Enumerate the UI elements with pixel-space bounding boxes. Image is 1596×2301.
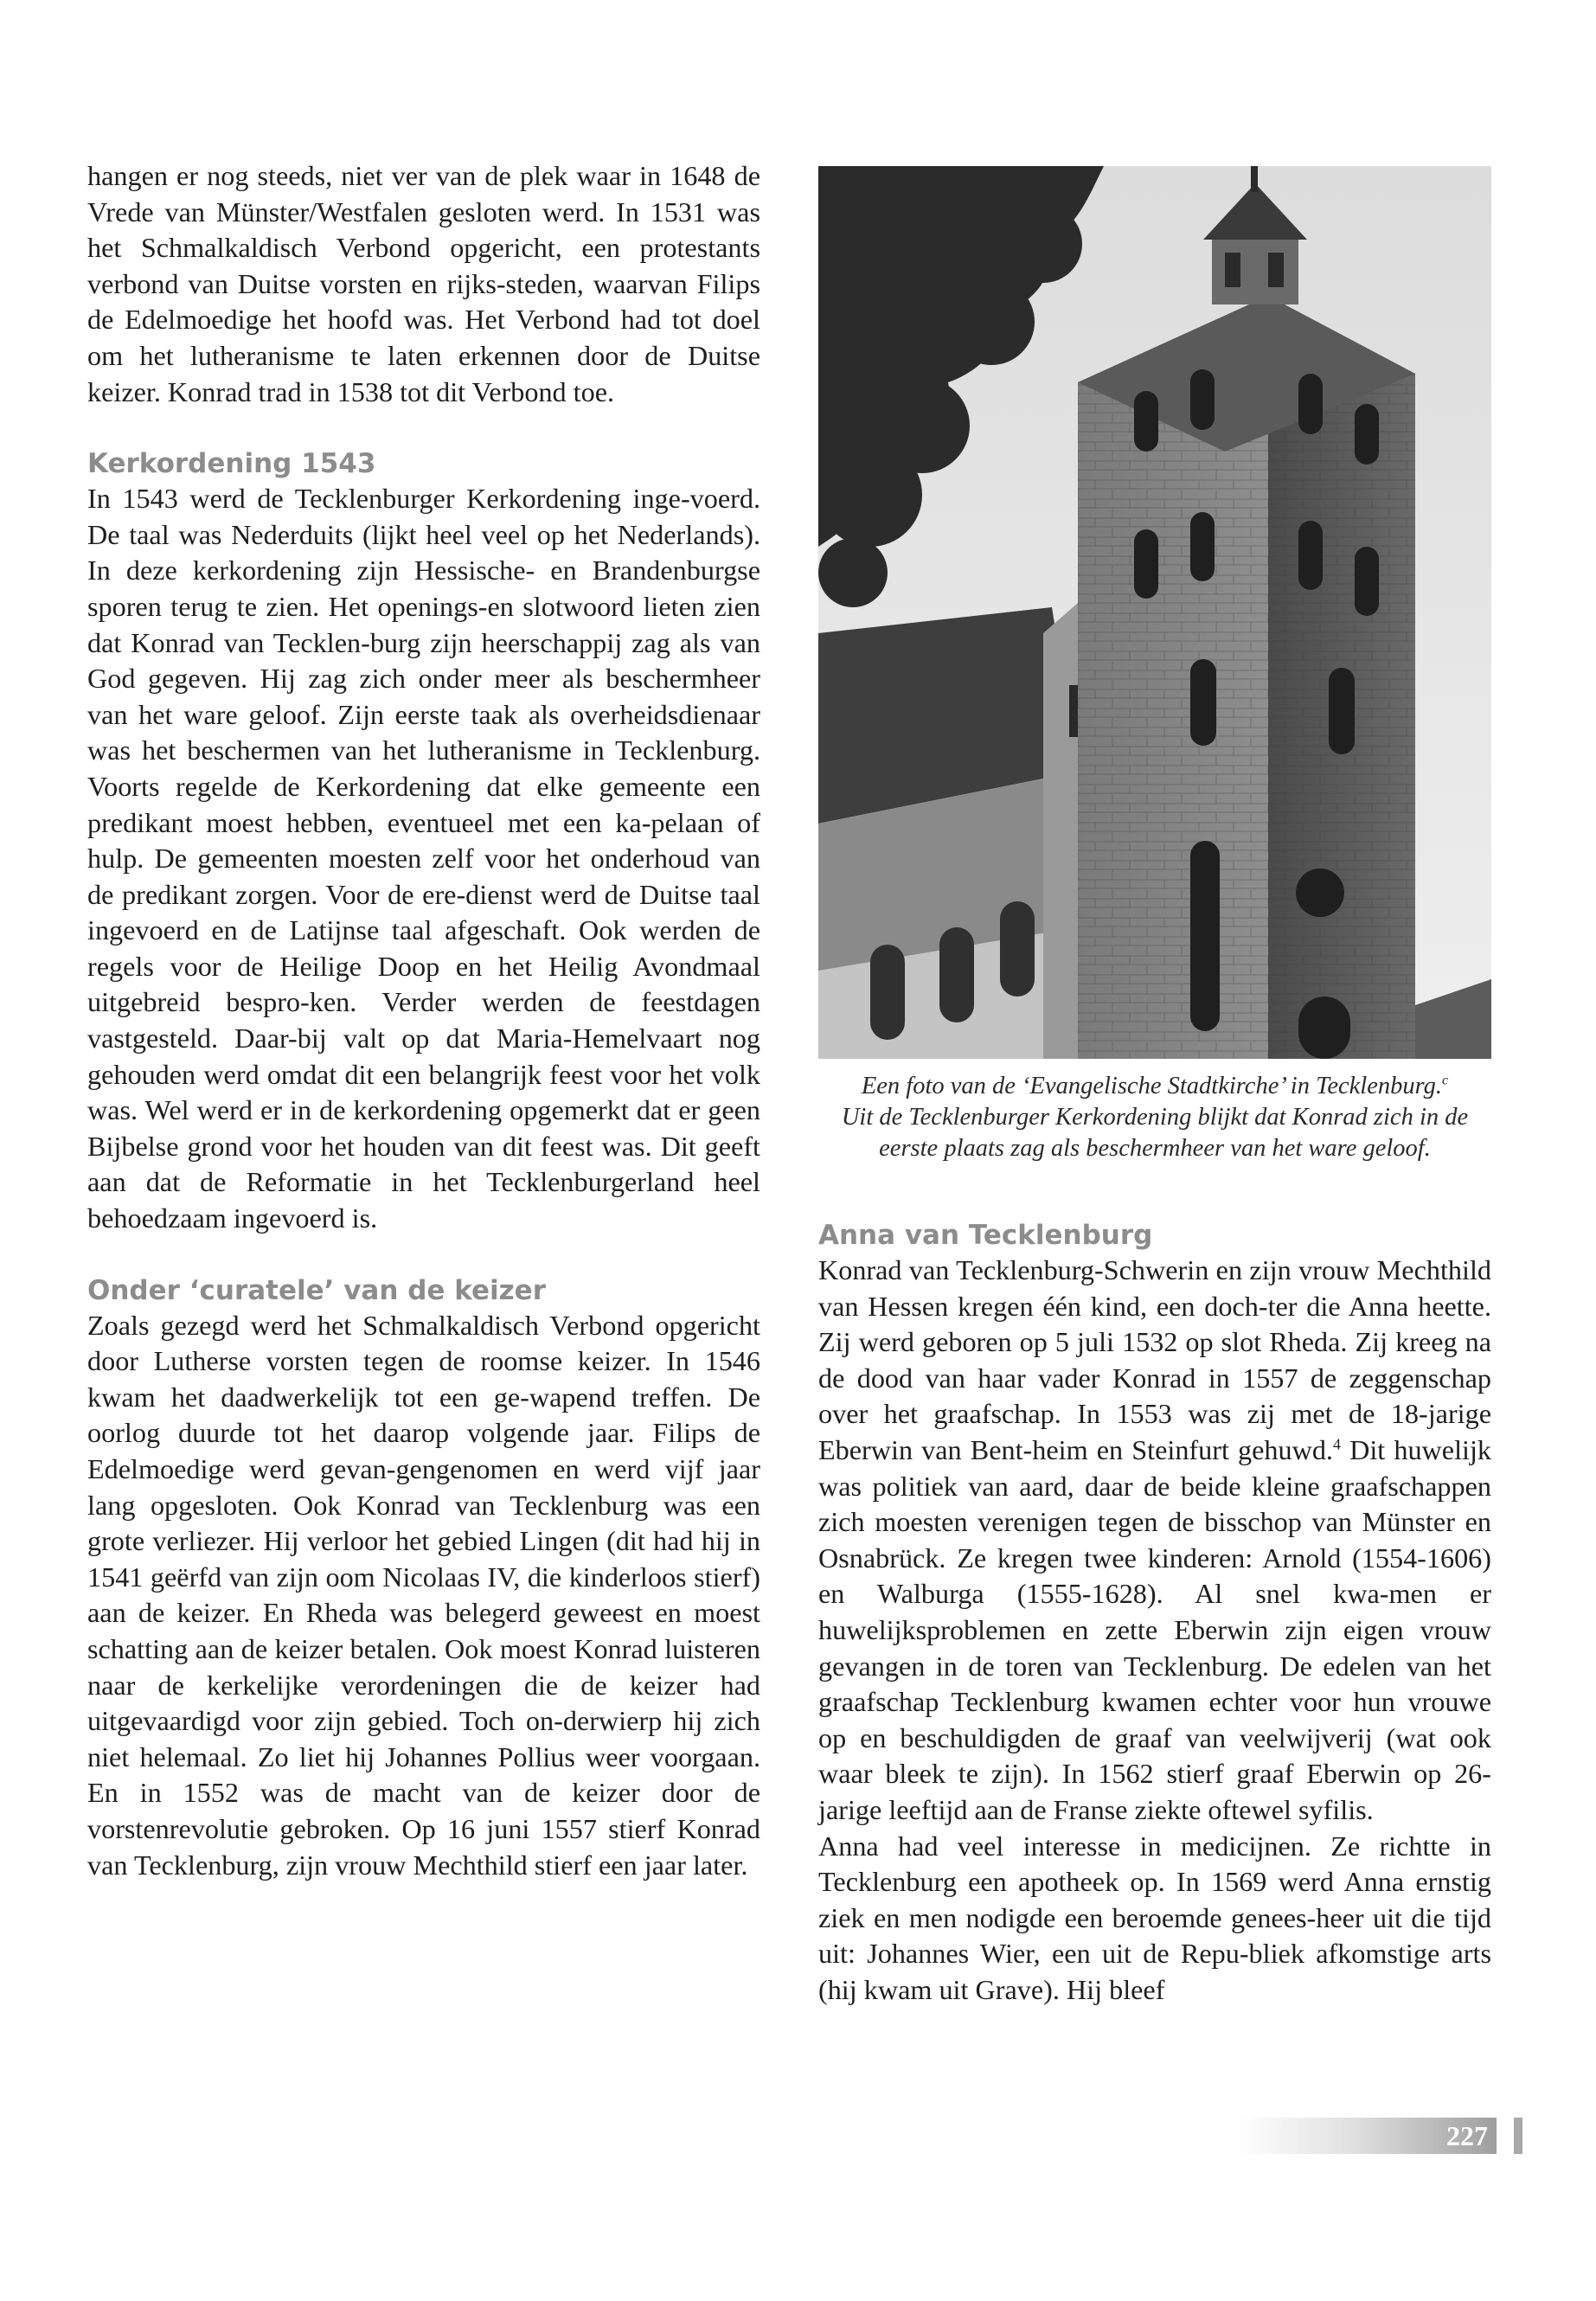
paragraph-curatele: Zoals gezegd werd het Schmalkaldisch Verbond opgericht door Lutherse vorsten tegen de roomse keizer. In 1546 kwam het daadwerkelijk tot een ge-wapend treffen. De oorlog duurde tot het daarop volgende jaar. Filips de Edelmoedige werd gevan-gengenomen en werd vijf jaar lang opgesloten. Ook Konrad van Tecklenburg was een grote verliezer. Hij verloor het gebied Lingen (dit had hij in 1541 geërfd van zijn oom Nicolaas IV, die kinderloos stierf) aan de keizer. En Rheda was belegerd geweest en moest schatting aan de keizer betalen. Ook moest Konrad luisteren naar de kerkelijke verordeningen die de keizer had uitgevaardigd voor zijn gebied. Toch on-derwierp hij zich niet helemaal. Zo liet hij Johannes Pollius weer voorgaan. En in 1552 was de macht van de keizer door de vorstenrevolutie gebroken. Op 16 juni 1557 stierf Konrad van Tecklenburg, zijn vrouw Mechthild stierf een jaar later. [87, 1309, 760, 1881]
photo-caption [818, 1071, 1491, 1164]
church-photo [818, 166, 1491, 1059]
left-column [87, 158, 760, 1883]
paragraph-anna-part1: Konrad van Tecklenburg-Schwerin en zijn vrouw Mechthild van Hessen kregen één kind, een doch-ter die Anna heette. Zij werd geboren op 5 juli 1532 op slot Rheda. Zij kreeg na de dood van haar vader Konrad in 1557 de zeggenschap over het graafschap. In 1553 was zij met de 18-jarige Eberwin van Bent-heim en Steinfurt gehuwd. [818, 1254, 1491, 1465]
paragraph-anna [818, 1253, 1491, 1829]
paragraph-medicijnen: Anna had veel interesse in medicijnen. Ze richtte in Tecklenburg een apotheek op. In 1569 werd Anna ernstig ziek en men nodigde een beroemde genees-heer uit die tijd uit: Johannes Wier, een uit de Repu-bliek afkomstige arts (hij kwam uit Grave). Hij bleef [818, 1830, 1491, 2005]
paragraph-intro: hangen er nog steeds, niet ver van de plek waar in 1648 de Vrede van Münster/Westfalen gesloten werd. In 1531 was het Schmalkaldisch Verbond opgericht, een protestants verbond van Duitse vorsten en rijks-steden, waarvan Filips de Edelmoedige het hoofd was. Het Verbond had tot doel om het lutheranisme te laten erkennen door de Duitse keizer. Konrad trad in 1538 tot dit Verbond toe. [87, 160, 760, 407]
footnote-marker: 4 [1332, 1435, 1341, 1453]
page-number-tick [1514, 2118, 1522, 2154]
heading-anna: Anna van Tecklenburg [818, 1220, 1153, 1251]
caption-reference-mark: c [1442, 1073, 1449, 1088]
page-number-text: 227 [1446, 2120, 1488, 2151]
paragraph-kerkordening: In 1543 werd de Tecklenburger Kerkordening inge-voerd. De taal was Nederduits (lijkt heel veel op het Nederlands). In deze kerkordening zijn Hessische- en Brandenburgse sporen terug te zien. Het openings-en slotwoord lieten zien dat Konrad van Tecklen-burg zijn heerschappij zag als van God gegeven. Hij zag zich onder meer als beschermheer van het ware geloof. Zijn eerste taak als overheidsdienaar was het beschermen van het lutheranisme in Tecklenburg. Voorts regelde de Kerkordening dat elke gemeente een predikant moest hebben, eventueel met een ka-pelaan of hulp. De gemeenten moesten zelf voor het onderhoud van de predikant zorgen. Voor de ere-dienst werd de Duitse taal ingevoerd en de Latijnse taal afgeschaft. Ook werden de regels voor de Heilige Doop en het Heilig Avondmaal uitgebreid bespro-ken. Verder werden de feestdagen vastgesteld. Daar-bij valt op dat Maria-Hemelvaart nog gehouden werd omdat dit een belangrijk feest voor het volk was. Wel werd er in de kerkordening opgemerkt dat er geen Bijbelse grond voor het houden van dit feest was. Dit geeft aan dat de Reformatie in het Tecklenburgerland heel behoedzaam ingevoerd is. [87, 483, 760, 1234]
paragraph-anna-part2: Dit huwelijk was politiek van aard, daar de beide kleine graafschappen zich moesten verenigen tegen de bisschop van Münster en Osnabrück. Ze kregen twee kinderen: Arnold (1554-1606) en Walburga (1555-1628). Al snel kwa-men er huwelijksproblemen en zette Eberwin zijn eigen vrouw gevangen in de toren van Tecklenburg. De edelen van het graafschap Tecklenburg kwamen echter voor hun vrouwe op en beschuldigden de graaf van veelwijverij (wat ook waar bleek te zijn). In 1562 stierf graaf Eberwin op 26-jarige leeftijd aan de Franse ziekte oftewel syfilis. [818, 1433, 1492, 1825]
caption-line1: Een foto van de ‘Evangelische Stadtkirche’ in Tecklenburg. [861, 1073, 1443, 1099]
church-illustration [818, 166, 1491, 1059]
page-number-bar [1237, 2118, 1497, 2154]
heading-kerkordening: Kerkordening 1543 [87, 448, 376, 480]
heading-curatele: Onder ‘curatele’ van de keizer [87, 1274, 546, 1306]
caption-rest: Uit de Tecklenburger Kerkordening blijkt dat Konrad zich in de eerste plaats zag als beschermheer van het ware geloof. [841, 1104, 1469, 1162]
page-number [1237, 2118, 1497, 2154]
right-column [818, 1218, 1491, 2008]
